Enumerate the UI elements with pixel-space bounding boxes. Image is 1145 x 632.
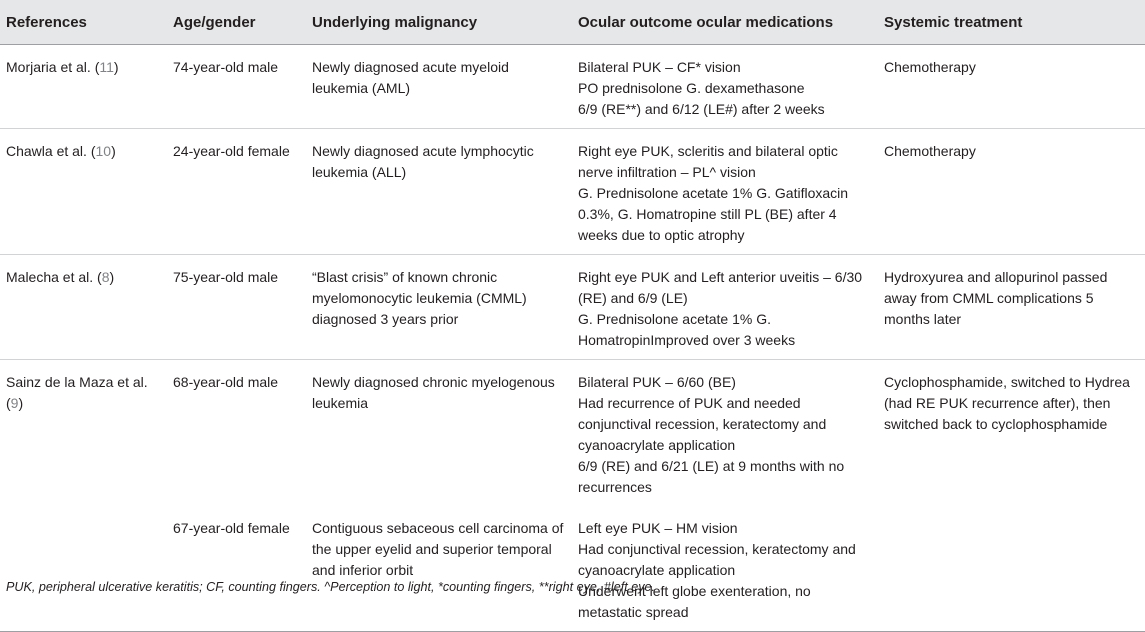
cell-reference <box>0 45 167 129</box>
reference-close: ) <box>113 59 119 75</box>
cell-outcome <box>572 506 878 632</box>
header-references: References <box>0 0 167 45</box>
outcome-line: Had conjunctival recession, keratectomy and cyanoacrylate application <box>578 541 856 578</box>
outcome-line: Left eye PUK – HM vision <box>578 520 738 536</box>
cell-systemic: Chemotherapy <box>878 129 1145 255</box>
cell-systemic <box>878 506 1145 632</box>
table-footnote: PUK, peripheral ulcerative keratitis; CF, counting fingers. ^Perception to light, *counting fingers, **right eye, #left eye. <box>6 580 655 594</box>
header-row <box>0 0 1145 45</box>
citation-link[interactable]: 11 <box>99 59 114 75</box>
outcome-line: 6/9 (RE**) and 6/12 (LE#) after 2 weeks <box>578 101 825 117</box>
cell-outcome <box>572 360 878 507</box>
outcome-line: Right eye PUK and Left anterior uveitis – 6/30 (RE) and 6/9 (LE) <box>578 269 863 306</box>
cell-age-gender: 24-year-old female <box>167 129 306 255</box>
table-row <box>0 360 1145 507</box>
header-ocular-outcome: Ocular outcome ocular medications <box>572 0 878 45</box>
outcome-line: Right eye PUK, scleritis and bilateral optic nerve infiltration – PL^ vision <box>578 143 838 180</box>
outcome-line: PO prednisolone G. dexamethasone <box>578 80 805 96</box>
cell-systemic: Hydroxyurea and allopurinol passed away from CMML complications 5 months later <box>878 255 1145 360</box>
reference-author: Chawla et al. ( <box>6 143 96 159</box>
header-age-gender: Age/gender <box>167 0 306 45</box>
table-row <box>0 506 1145 632</box>
cell-malignancy: Newly diagnosed acute myeloid leukemia (AML) <box>306 45 572 129</box>
cell-systemic: Cyclophosphamide, switched to Hydrea (had RE PUK recurrence after), then switched back to cyclophosphamide <box>884 374 1130 432</box>
citation-link[interactable]: 9 <box>10 395 19 411</box>
outcome-line: Had recurrence of PUK and needed conjunctival recession, keratectomy and cyanoacrylate application <box>578 395 827 453</box>
outcome-line: Bilateral PUK – 6/60 (BE) <box>578 374 736 390</box>
table-row <box>0 45 1145 129</box>
reference-close: ) <box>18 395 24 411</box>
citation-link[interactable]: 10 <box>95 143 112 159</box>
cell-malignancy: Newly diagnosed acute lymphocytic leukemia (ALL) <box>306 129 572 255</box>
outcome-line: Bilateral PUK – CF* vision <box>578 59 741 75</box>
outcome-line: Underwent left globe exenteration, no metastatic spread <box>578 583 811 620</box>
cell-age-gender: 74-year-old male <box>167 45 306 129</box>
cell-outcome <box>572 129 878 255</box>
cell-malignancy: “Blast crisis” of known chronic myelomonocytic leukemia (CMML) diagnosed 3 years prior <box>306 255 572 360</box>
outcome-line: G. Prednisolone acetate 1% G. HomatropinImproved over 3 weeks <box>578 311 796 348</box>
cell-age-gender: 68-year-old male <box>173 374 279 390</box>
reference-close: ) <box>109 269 115 285</box>
cell-age-gender: 67-year-old female <box>167 506 306 632</box>
cell-age-gender: 75-year-old male <box>167 255 306 360</box>
cell-systemic: Chemotherapy <box>878 45 1145 129</box>
reference-author: Sainz de la Maza et al. ( <box>6 374 148 411</box>
cell-reference <box>0 255 167 360</box>
header-underlying-malignancy: Underlying malignancy <box>306 0 572 45</box>
cell-malignancy: Contiguous sebaceous cell carcinoma of the upper eyelid and superior temporal and inferior orbit <box>306 506 572 632</box>
cell-reference <box>0 360 167 507</box>
outcome-line: 6/9 (RE) and 6/21 (LE) at 9 months with no recurrences <box>578 458 845 495</box>
table-row <box>0 255 1145 360</box>
outcome-line: G. Prednisolone acetate 1% G. Gatifloxacin 0.3%, G. Homatropine still PL (BE) after 4 weeks due to optic atrophy <box>578 185 849 243</box>
citation-link[interactable]: 8 <box>101 269 110 285</box>
reference-author: Morjaria et al. ( <box>6 59 100 75</box>
cell-reference <box>0 129 167 255</box>
cell-reference <box>0 506 167 632</box>
cell-outcome <box>572 45 878 129</box>
header-systemic-treatment: Systemic treatment <box>878 0 1145 45</box>
cell-malignancy: Newly diagnosed chronic myelogenous leukemia <box>312 374 555 411</box>
reference-close: ) <box>111 143 116 159</box>
cell-outcome <box>572 255 878 360</box>
reference-author: Malecha et al. ( <box>6 269 102 285</box>
table-row <box>0 129 1145 255</box>
